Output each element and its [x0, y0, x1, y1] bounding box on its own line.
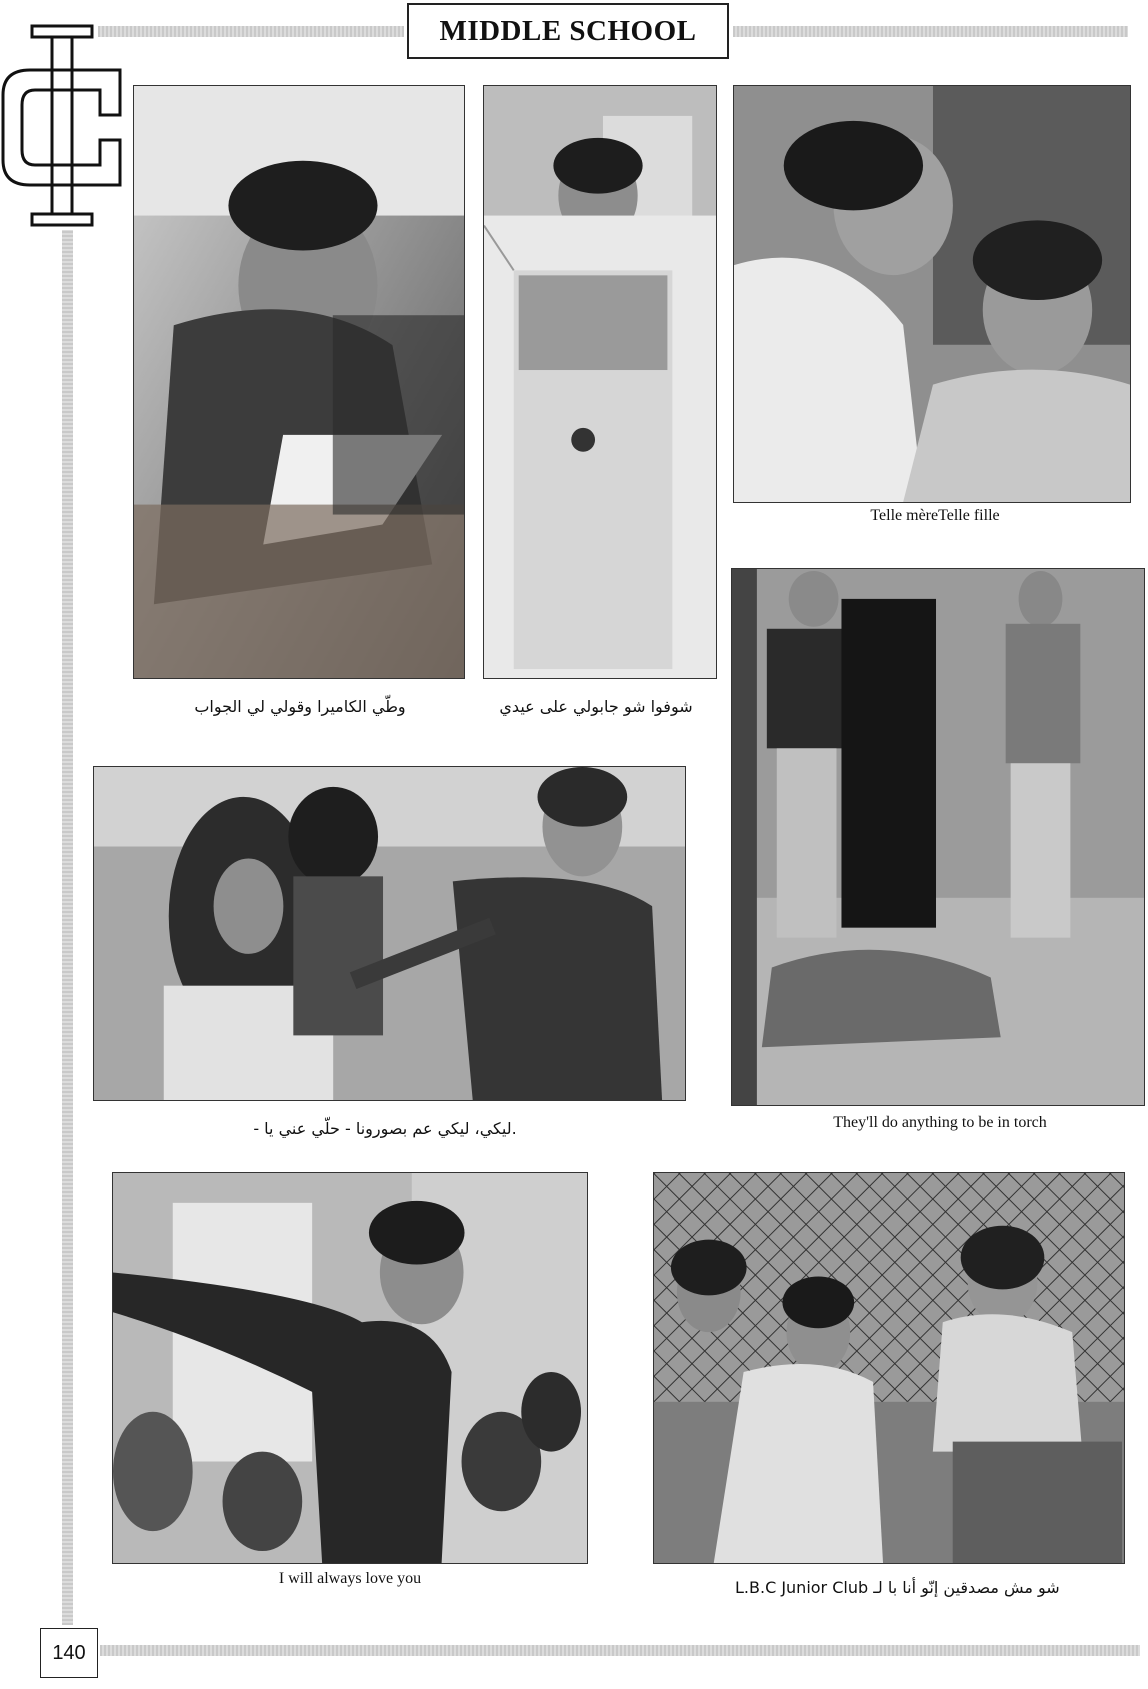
caption-dancing-boy: I will always love you — [278, 1570, 422, 1587]
caption-box-girl: شوفوا شو جابولي على عيدي — [499, 697, 693, 716]
caption-mother-daughter: Telle mèreTelle fille — [870, 507, 1000, 524]
ic-monogram-icon — [0, 20, 125, 230]
photo-mother-daughter — [733, 85, 1131, 503]
caption-laughing-girls: - ليكي، ليكي عم بصورونا - حلّي عني يا. — [253, 1119, 517, 1138]
page-number: 140 — [40, 1628, 98, 1678]
header-band-left — [98, 26, 404, 37]
header-band-right — [733, 26, 1128, 37]
left-margin-band — [62, 230, 73, 1625]
photo-student-writing — [133, 85, 465, 679]
caption-student-writing: وطّي الكاميرا وقولي لي الجواب — [194, 697, 406, 716]
photo-dancing-boy — [112, 1172, 588, 1564]
photo-junior-club — [653, 1172, 1125, 1564]
section-title: MIDDLE SCHOOL — [407, 3, 729, 59]
photo-laughing-girls — [93, 766, 686, 1101]
caption-junior-club: L.B.C Junior Club شو مش مصدقين إنّو أنا با لـ — [735, 1578, 1060, 1597]
school-logo — [0, 20, 125, 230]
photo-wrestling-group — [731, 568, 1145, 1106]
photo-box-girl — [483, 85, 717, 679]
footer-band — [100, 1645, 1140, 1656]
caption-wrestling-group: They'll do anything to be in torch — [833, 1114, 1047, 1131]
